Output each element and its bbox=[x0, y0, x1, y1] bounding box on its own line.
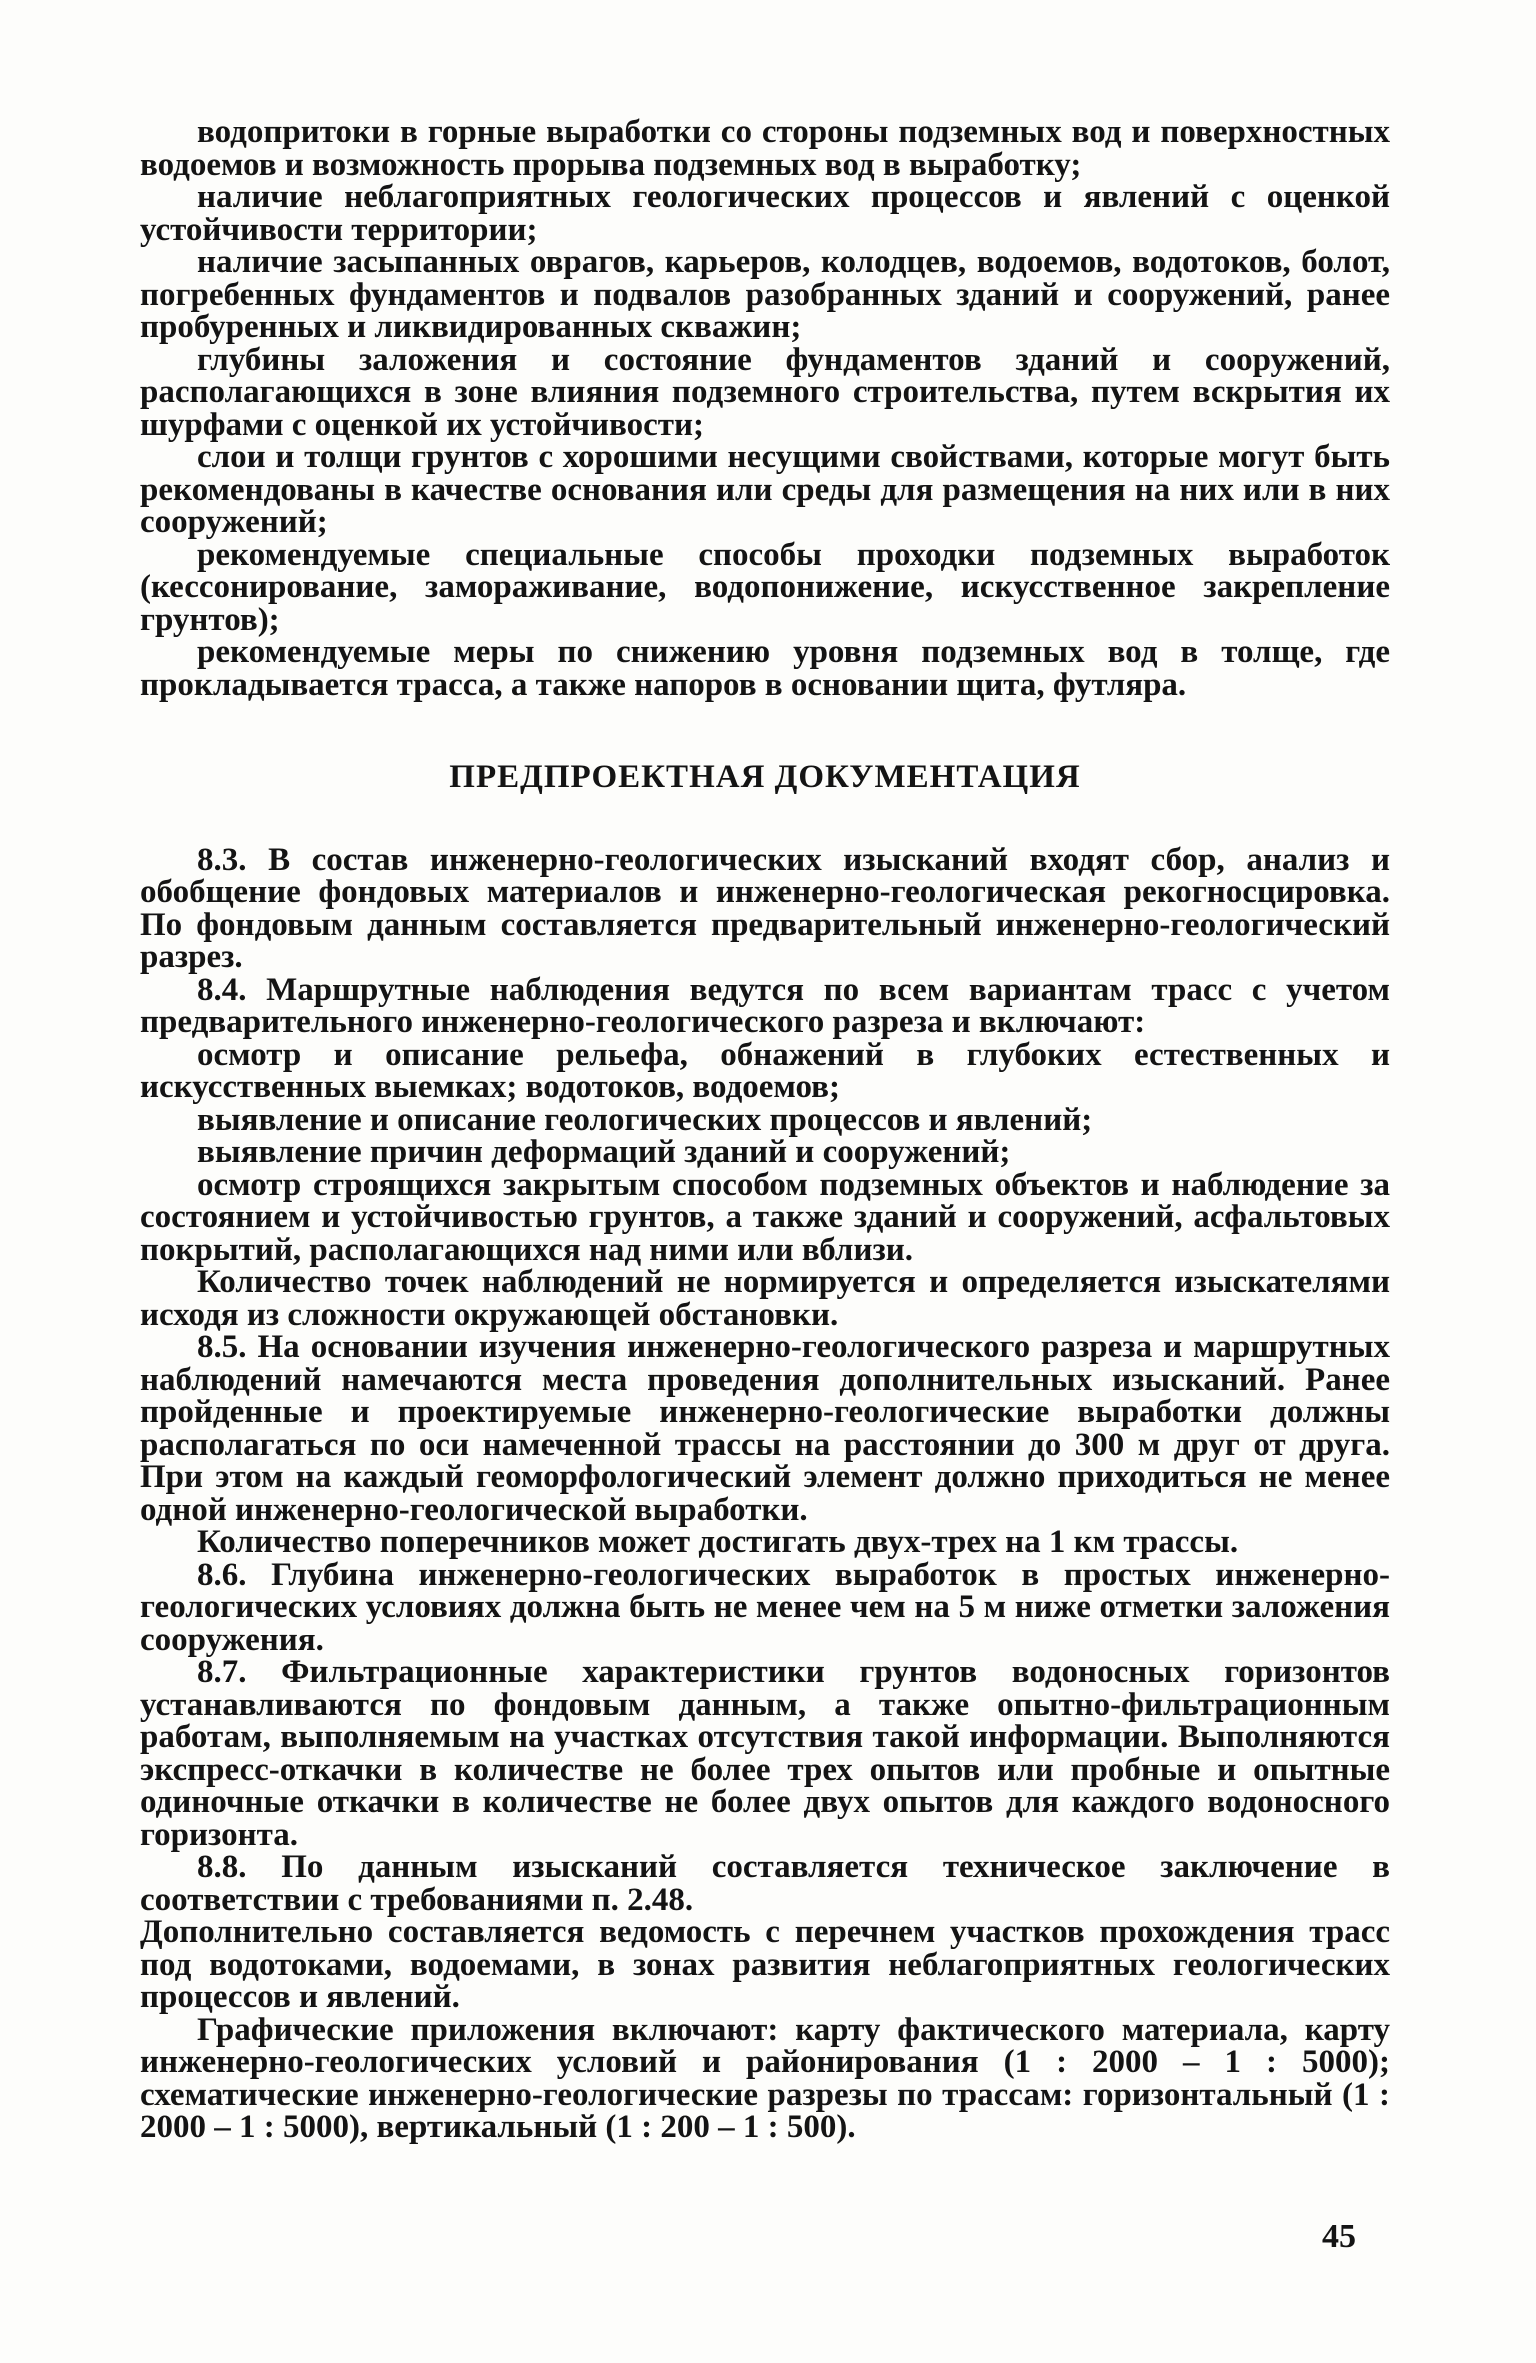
paragraph-soil-layers: слои и толщи грунтов с хорошими несущими свойствами, которые могут быть рекомендованы в качестве основания или среды для размещения на них или в них сооружений; bbox=[140, 439, 1390, 540]
list-item-process-identification: выявление и описание геологических процессов и явлений; bbox=[197, 1101, 1093, 1138]
page-text-body bbox=[140, 116, 1390, 2144]
paragraph-unfavorable-processes: наличие неблагоприятных геологических процессов и явлений с оценкой устойчивости территории; bbox=[140, 179, 1390, 248]
paragraph-8-7: 8.7. Фильтрационные характеристики грунтов водоносных горизонтов устанавливаются по фондовым данным, а также опытно-фильтрационным работам, выполняемым на участках отсутствия такой информации. Выполняются экспресс-откачки в количестве не более трех опытов или пробные и опытные одиночные откачки в количестве не более двух опытов для каждого водоносного горизонта. bbox=[140, 1654, 1390, 1853]
paragraph-8-5: 8.5. На основании изучения инженерно-геологического разреза и маршрутных наблюдений намечаются места проведения дополнительных изысканий. Ранее пройденные и проектируемые инженерно-геологические выработки должны располагаться по оси намеченной трассы на расстоянии до 300 м друг от друга. При этом на каждый геоморфологический элемент должно приходиться не менее одной инженерно-геологической выработки. bbox=[140, 1329, 1390, 1528]
paragraph-additional-statement: Дополнительно составляется ведомость с перечнем участков прохождения трасс под водотоками, водоемами, в зонах развития неблагоприятных геологических процессов и явлений. bbox=[140, 1914, 1390, 2015]
paragraph-cross-sections-count: Количество поперечников может достигать двух-трех на 1 км трассы. bbox=[197, 1524, 1239, 1560]
paragraph-groundwater-measures: рекомендуемые меры по снижению уровня подземных вод в толще, где прокладывается трасса, а также напоров в основании щита, футляра. bbox=[140, 634, 1390, 703]
list-item-relief-inspection: осмотр и описание рельефа, обнажений в глубоких естественных и искусственных выемках; водотоков, водоемов; bbox=[140, 1036, 1390, 1105]
paragraph-8-3: 8.3. В состав инженерно-геологических изысканий входят сбор, анализ и обобщение фондовых материалов и инженерно-геологическая рекогносцировка. По фондовым данным составляется предварительный инженерно-геологический разрез. bbox=[140, 841, 1390, 975]
section-heading: ПРЕДПРОЕКТНАЯ ДОКУМЕНТАЦИЯ bbox=[449, 759, 1081, 795]
page-number: 45 bbox=[1322, 2218, 1356, 2255]
paragraph-observation-points: Количество точек наблюдений не нормируется и определяется изыскателями исходя из сложности окружающей обстановки. bbox=[140, 1264, 1390, 1333]
list-item-construction-inspection: осмотр строящихся закрытым способом подземных объектов и наблюдение за состоянием и устойчивостью грунтов, а также зданий и сооружений, асфальтовых покрытий, располагающихся над ними или вблизи. bbox=[140, 1166, 1390, 1268]
list-item-deformation-causes: выявление причин деформаций зданий и сооружений; bbox=[197, 1134, 1011, 1170]
paragraph-8-6: 8.6. Глубина инженерно-геологических выработок в простых инженерно-геологических условиях должна быть не менее чем на 5 м ниже отметки заложения сооружения. bbox=[140, 1556, 1390, 1658]
paragraph-water-inflows: водопритоки в горные выработки со стороны подземных вод и поверхностных водоемов и возможность прорыва подземных вод в выработку; bbox=[140, 114, 1390, 183]
paragraph-foundation-depths: глубины заложения и состояние фундаментов зданий и сооружений, располагающихся в зоне влияния подземного строительства, путем вскрытия их шурфами с оценкой их устойчивости; bbox=[140, 341, 1390, 443]
paragraph-8-4: 8.4. Маршрутные наблюдения ведутся по всем вариантам трасс с учетом предварительного инженерно-геологического разреза и включают: bbox=[140, 971, 1390, 1040]
paragraph-special-methods: рекомендуемые специальные способы проходки подземных выработок (кессонирование, замораживание, водопонижение, искусственное закрепление грунтов); bbox=[140, 536, 1390, 638]
paragraph-filled-ravines: наличие засыпанных оврагов, карьеров, колодцев, водоемов, водотоков, болот, погребенных фундаментов и подвалов разобранных зданий и сооружений, ранее пробуренных и ликвидированных скважин; bbox=[140, 244, 1390, 345]
paragraph-graphic-appendices: Графические приложения включают: карту фактического материала, карту инженерно-геологических условий и районирования (1 : 2000 – 1 : 5000); схематические инженерно-геологические разрезы по трассам: горизонтальный (1 : 2000 – 1 : 5000), вертикальный (1 : 200 – 1 : 500). bbox=[140, 2011, 1390, 2145]
paragraph-8-8: 8.8. По данным изысканий составляется техническое заключение в соответствии с требованиями п. 2.48. bbox=[140, 1849, 1390, 1918]
